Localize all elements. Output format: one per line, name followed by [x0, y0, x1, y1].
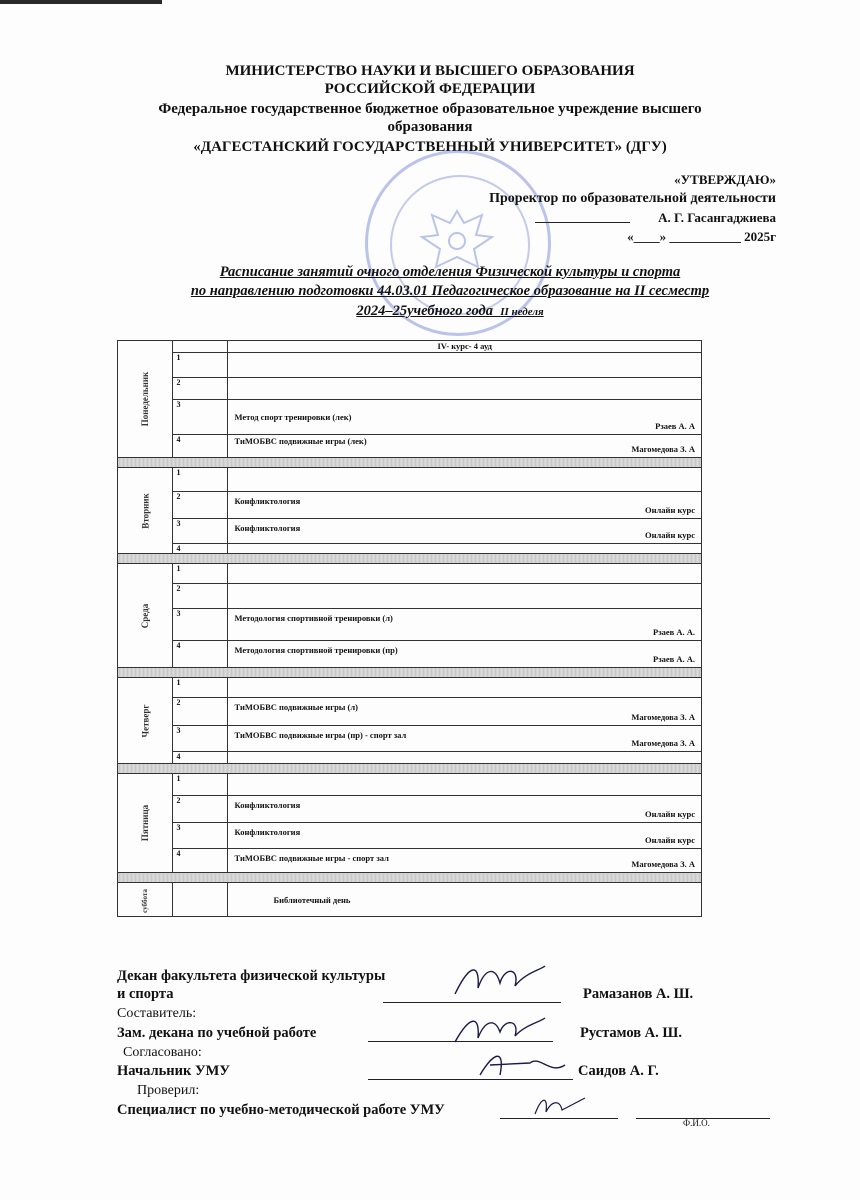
lesson-cell: Конфликтология Онлайн курс — [228, 823, 702, 849]
lesson-cell: ТиМОБВС подвижные игры - спорт зал Магомедова З. А — [228, 849, 702, 873]
lesson-cell: Метод спорт тренировки (лек) Рзаев А. А — [228, 400, 702, 435]
institution-line1: Федеральное государственное бюджетное образовательное учреждение высшего — [158, 101, 702, 117]
dean-title-line1: Декан факультета физической культуры — [117, 968, 386, 984]
dean-title-line2: и спорта — [117, 986, 174, 1002]
approval-date: «____» ___________ 2025г — [627, 229, 776, 244]
vice-dean-name: Рустамов А. Ш. — [580, 1025, 682, 1041]
fio-label: Ф.И.О. — [683, 1118, 710, 1128]
day-cell: Вторник — [118, 468, 173, 554]
specialist-title: Специалист по учебно-методической работе УМУ — [117, 1102, 445, 1118]
vice-dean-signature-icon — [450, 1010, 550, 1048]
ministry-line1: МИНИСТЕРСТВО НАУКИ И ВЫСШЕГО ОБРАЗОВАНИЯ — [225, 63, 635, 79]
day-cell: Четверг — [118, 678, 173, 764]
umu-head-signature-icon — [470, 1045, 570, 1083]
vice-dean-title: Зам. декана по учебной работе — [117, 1025, 317, 1041]
lesson-cell: ТиМОБВС подвижные игры (лек) Магомедова З. А — [228, 435, 702, 458]
day-cell: Пятница — [118, 774, 173, 873]
lesson-cell: Методология спортивной тренировки (пр) Рзаев А. А. — [228, 641, 702, 668]
university-name: «ДАГЕСТАНСКИЙ ГОСУДАРСТВЕННЫЙ УНИВЕРСИТЕТ» (ДГУ) — [193, 139, 667, 155]
scan-corner-mark — [0, 0, 162, 4]
dean-signature-line — [383, 1002, 561, 1003]
group-header: IV- курс- 4 ауд — [228, 341, 702, 353]
umu-head-title: Начальник УМУ — [117, 1063, 230, 1079]
lesson-cell: Методология спортивной тренировки (л) Рзаев А. А. — [228, 609, 702, 641]
lesson-cell: ТиМОБВС подвижные игры (л) Магомедова З. А — [228, 698, 702, 726]
umu-head-name: Саидов А. Г. — [578, 1063, 659, 1079]
approve-label: «УТВЕРЖДАЮ» — [674, 172, 776, 187]
approver-position: Проректор по образовательной деятельности — [489, 191, 776, 206]
day-cell: Среда — [118, 564, 173, 668]
ministry-line2: РОССИЙСКОЙ ФЕДЕРАЦИИ — [324, 81, 536, 97]
checked-label: Проверил: — [137, 1083, 200, 1098]
institution-line2: образования — [387, 119, 473, 135]
day-cell: суббота — [118, 883, 173, 917]
approver-name: А. Г. Гасангаджиева — [658, 210, 776, 225]
dean-signature-icon — [450, 958, 550, 1000]
schedule-table: Понедельник IV- курс- 4 ауд 1 2 3 Метод спорт тренировки (лек) Рзаев А. А 4 ТиМОБВС подвижные игры (лек) Магомедова З. А Вторник 1 2 Конфликтология Онлайн курс 3 Конфликтология Онлайн курс 4 Среда 1 2 3 Методология спортивной тренировки (л) Рзаев А. А. 4 Методология спортивной тренировки (пр) Рзаев А. А. Четверг 1 2 ТиМОБВС подвижные игры (л) Магомедова З. А 3 ТиМОБВС подвижные игры (пр) - спорт зал Магомедова З. А 4 Пятница 1 2 Конфликтология Онлайн курс 3 Конфликтология Онлайн курс 4 ТиМОБВС подвижные игры - спорт зал Магомедова З. А суббота Библиотечный день — [117, 340, 702, 917]
lesson-cell: Конфликтология Онлайн курс — [228, 492, 702, 519]
specialist-signature-icon — [530, 1092, 590, 1118]
week-label: II неделя — [500, 306, 544, 318]
approver-signature-line — [535, 222, 630, 223]
dean-name: Рамазанов А. Ш. — [583, 986, 694, 1002]
schedule-title-line2: по направлению подготовки 44.03.01 Педагогическое образование на II сесместр — [190, 283, 710, 299]
lesson-cell: Конфликтология Онлайн курс — [228, 796, 702, 823]
day-cell: Понедельник — [118, 341, 173, 458]
agreed-label: Согласовано: — [123, 1045, 202, 1060]
specialist-signature-line — [500, 1118, 618, 1119]
schedule-title-line1: Расписание занятий очного отделения Физической культуры и спорта — [219, 264, 681, 280]
library-day-cell: Библиотечный день — [228, 883, 702, 917]
schedule-title-line3: 2024–25учебного года II неделя — [356, 303, 544, 319]
lesson-cell: Конфликтология Онлайн курс — [228, 519, 702, 544]
compiled-label: Составитель: — [117, 1006, 197, 1021]
lesson-cell: ТиМОБВС подвижные игры (пр) - спорт зал Магомедова З. А — [228, 726, 702, 752]
